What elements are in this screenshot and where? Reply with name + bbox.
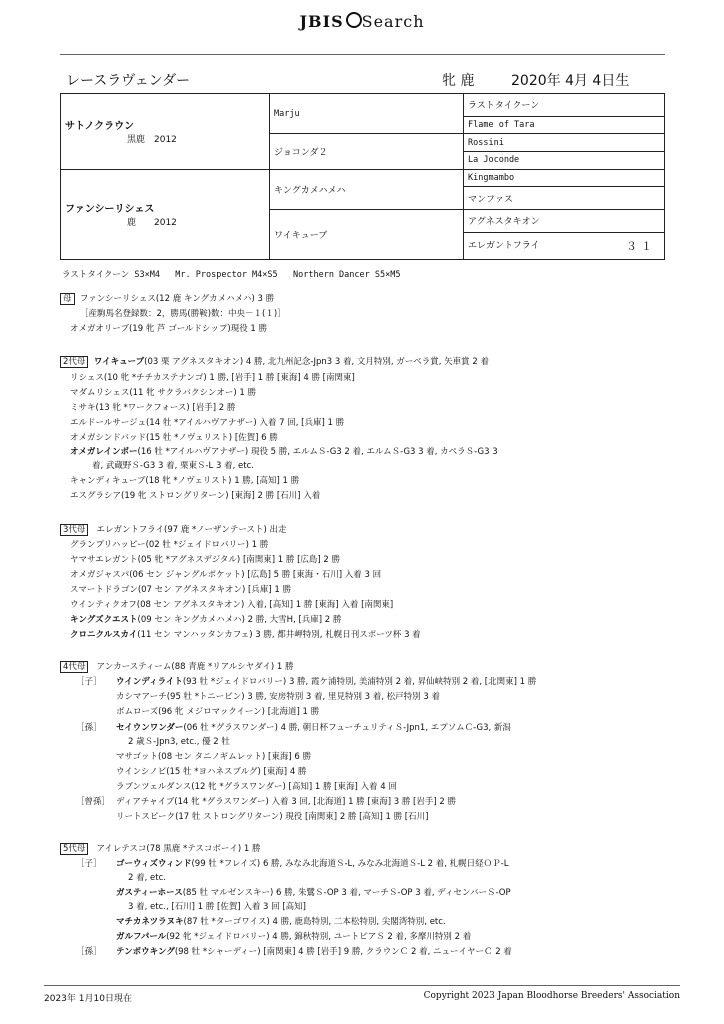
sdd[interactable]: La Joconde [464,152,665,170]
g5-dam: アイレテスコ(78 黒鹿 *テスコボーイ) 1 勝 [96,844,261,854]
dam-name[interactable]: ファンシーリシェス [65,204,155,216]
progeny-item-notable: ゴーウィズウィンド(99 牡 *フレイズ) 6 勝, みなみ北海道Ｓ-L, みなみ北海道Ｓ-L 2 着, 札幌日経ＯＰ-L [116,859,509,869]
progeny-item: ウインシノビ(15 牡 *ヨハネスブルグ) [東海] 4 勝 [116,767,307,777]
progeny-item: ボムローズ(96 牝 メジロマックイーン) [北海道] 1 勝 [116,707,320,717]
progeny-item-notable: ガスティーホース(85 牡 マルゼンスキー) 6 勝, 朱鷺Ｓ-OP 3 着, マーチＳ-OP 3 着, ディセンバーＳ-OP [116,888,511,898]
dss[interactable]: Kingmambo [464,169,665,187]
progeny-item: マサゴット(08 セン タニノギムレット) [東海] 6 勝 [116,752,311,762]
progeny-item-cont: 3 着, etc., [石川] 1 勝 [佐賀] 入着 3 回 [高知] [128,902,306,912]
sire-sire[interactable]: Marju [270,94,464,134]
progeny-item: エスグラシア(19 牝 ストロングリターン) [東海] 2 勝 [石川] 入着 [70,491,321,501]
progeny-item-cont: 2 着, etc. [128,873,166,883]
label-grandchild: ［孫］ [76,723,102,733]
as-of-date: 2023年 1月10日現在 [44,994,132,1004]
horse-birthdate: 2020年 4月 4日生 [511,73,630,89]
progeny-item: ラブンツェルダンス(12 牝 *グラスワンダー) [高知] 1 勝 [東海] 入着 4 回 [116,782,397,792]
progeny-item: カシマアーチ(95 牡 *トニービン) 3 勝, 安房特別 3 着, 里見特別 3 着, 松戸特別 3 着 [116,692,440,702]
top-divider [60,54,665,55]
progeny-item-notable: ウインディライト(93 牡 *ジェイドロバリー) 3 勝, 霞ケ浦特別, 美浦特別 2 着, 昇仙峡特別 2 着, [北関東] 1 勝 [116,677,537,687]
section-tag-dam: 母 [60,293,75,305]
dam-sire[interactable]: キングカメハメハ [270,169,464,209]
ssd[interactable]: Flame of Tara [464,116,665,134]
progeny-item-cont: 2 歳Ｓ-Jpn3, etc., 優 2 牡 [128,737,230,747]
sire-dam[interactable]: ジョコンダ２ [270,134,464,169]
sire-name[interactable]: サトノクラウン [65,121,135,133]
dsd[interactable]: マンファス [464,187,665,210]
ddd[interactable]: エレガントフライ [468,240,540,251]
progeny-item: リートスピーク(17 牡 ストロングリターン) 現役 [南関東] 2 勝 [高知] 1 勝 [石川] [116,812,429,822]
sds[interactable]: Rossini [464,134,665,152]
progeny-name-bold: オメガレインボー [70,447,138,457]
progeny-item: オメガオリーブ(19 牝 芦 ゴールドシップ)現役 1 勝 [70,324,268,334]
progeny-item: ミサキ(13 牝 *ワークフォース) [岩手] 2 勝 [70,403,236,413]
g2-dam-record: (03 栗 アグネスタキオン) 4 勝, 北九州記念-Jpn3 3 着, 文月特別, ガーベラ賞, 矢車賞 2 着 [144,357,489,367]
bottom-divider [44,985,680,986]
g4-row [60,661,294,673]
inbreeding-line: ラストタイクーン S3×M4 Mr. Prospector M4×S5 Northern Dancer S5×M5 [62,270,401,280]
dds[interactable]: アグネスタキオン [464,210,665,233]
horse-name: レースラヴェンダー [66,73,191,89]
g2-dam-name: ワイキューブ [93,357,145,367]
progeny-item: ディアチャイブ(14 牝 *グラスワンダー) 入着 3 回, [北海道] 1 勝 [東海] 3 勝 [岩手] 2 勝 [116,797,456,807]
label-great-grandchild: ［曾孫］ [76,797,111,807]
g3-dam: エレガントフライ(97 鹿 *ノーザンテースト) 出走 [96,525,287,535]
dam-line: ファンシーリシェス(12 鹿 キングカメハメハ) 3 勝 [79,294,275,304]
label-child: ［子］ [76,677,102,687]
g4-dam: アンカースティーム(88 青鹿 *リアルシヤダイ) 1 勝 [96,662,294,672]
section-tag-g3: 3代母 [60,524,88,536]
progeny-item-notable: キングズクエスト(09 セン キングカメハメハ) 2 勝, 大雪H, [兵庫] 2 勝 [70,615,342,625]
section-tag-g2: 2代母 [60,356,88,368]
progeny-item-notable: ガルフパール(92 牝 *ジェイドロバリー) 4 勝, 錦秋特別, ユートピアＳ 2 着, 多摩川特別 2 着 [116,932,472,942]
dam-progeny-stats: ［産駒馬名登録数：2，勝馬(勝鞍)数：中央－１(１)］ [80,309,286,319]
progeny-item-notable: オメガレインボー(16 牡 *アイルハヴアナザー) 現役 5 勝, エルムＳ-G3 2 着, エルムＳ-G3 3 着, カペラＳ-G3 3 [70,447,498,457]
section-tag-g4: 4代母 [60,661,88,673]
pedigree-table [60,93,665,260]
progeny-item: スマートドラゴン(07 セン アグネスタキオン) [兵庫] 1 勝 [70,585,291,595]
dam-info: 鹿 2012 [127,218,177,229]
progeny-item: キャンディキューブ(18 牝 *ノヴェリスト) 1 勝, [高知] 1 勝 [70,476,300,486]
progeny-item: エルドールサージュ(14 牡 *アイルハヴアナザー) 入着 7 回, [兵庫] 1 勝 [70,418,345,428]
jbis-logo[interactable] [0,12,724,31]
progeny-item: グランプリハッピー(02 牡 *ジェイドロバリー) 1 勝 [70,540,269,550]
logo-text: JBIS Search [299,12,425,31]
sire-cell [61,94,270,170]
progeny-item-notable: マチカネツラヌキ(87 牡 *ターゴワイス) 4 勝, 鹿島特別, 二本松特別, 尖閣湾特別, etc. [116,917,446,927]
progeny-item: ウインティクオフ(08 セン アグネスタキオン) 入着, [高知] 1 勝 [東海] 入着 [南関東] [70,600,394,610]
sire-info: 黒鹿 2012 [127,135,177,146]
dam-row [60,293,274,305]
progeny-item: ヤマサエレガント(05 牝 *アグネスデジタル) [南関東] 1 勝 [広島] 2 勝 [70,555,341,565]
g2-row [60,356,489,368]
horse-sex-color: 牝 鹿 [442,73,475,89]
ddd-cell [464,232,665,259]
progeny-item: オメガジャスパ(06 セン ジャングルポケット) [広島] 5 勝 [東海・石川] 入着 3 回 [70,570,382,580]
magnifier-icon [346,12,362,28]
progeny-item-notable: クロニクルスカイ(11 セン マンハッタンカフェ) 3 勝, 都井岬特別, 札幌日刊スポーツ杯 3 着 [70,630,421,640]
progeny-item-cont: 着, 武蔵野Ｓ-G3 3 着, 栗東Ｓ-L 3 着, etc. [92,461,254,471]
g5-row [60,843,261,855]
progeny-item-notable: テンポウキング(98 牡 *シャーディー) [南関東] 4 勝 [岩手] 9 勝, クラウンＣ 2 着, ニューイヤーＣ 2 着 [116,947,512,957]
section-tag-g5: 5代母 [60,843,88,855]
dam-dam[interactable]: ワイキューブ [270,210,464,260]
g3-row [60,524,286,536]
copyright: Copyright 2023 Japan Bloodhorse Breeders' Association [423,991,680,1001]
progeny-item: リシェス(10 牝 *チチカステナンゴ) 1 勝, [岩手] 1 勝 [東海] 4 勝 [南関東] [70,373,355,383]
family-number: ３１ [626,239,656,253]
progeny-item: オメガシンドバッド(15 牡 *ノヴェリスト) [佐賀] 6 勝 [70,433,278,443]
sss[interactable]: ラストタイクーン [464,94,665,117]
label-child: ［子］ [76,859,102,869]
label-grandchild: ［孫］ [76,947,102,957]
progeny-item-notable: セイウンワンダー(06 牡 *グラスワンダー) 4 勝, 朝日杯フューチュリティＳ-Jpn1, エプソムＣ-G3, 新潟 [116,723,511,733]
progeny-item: マダムリシェス(11 牝 サクラバクシンオー) 1 勝 [70,388,256,398]
dam-cell [61,169,270,259]
